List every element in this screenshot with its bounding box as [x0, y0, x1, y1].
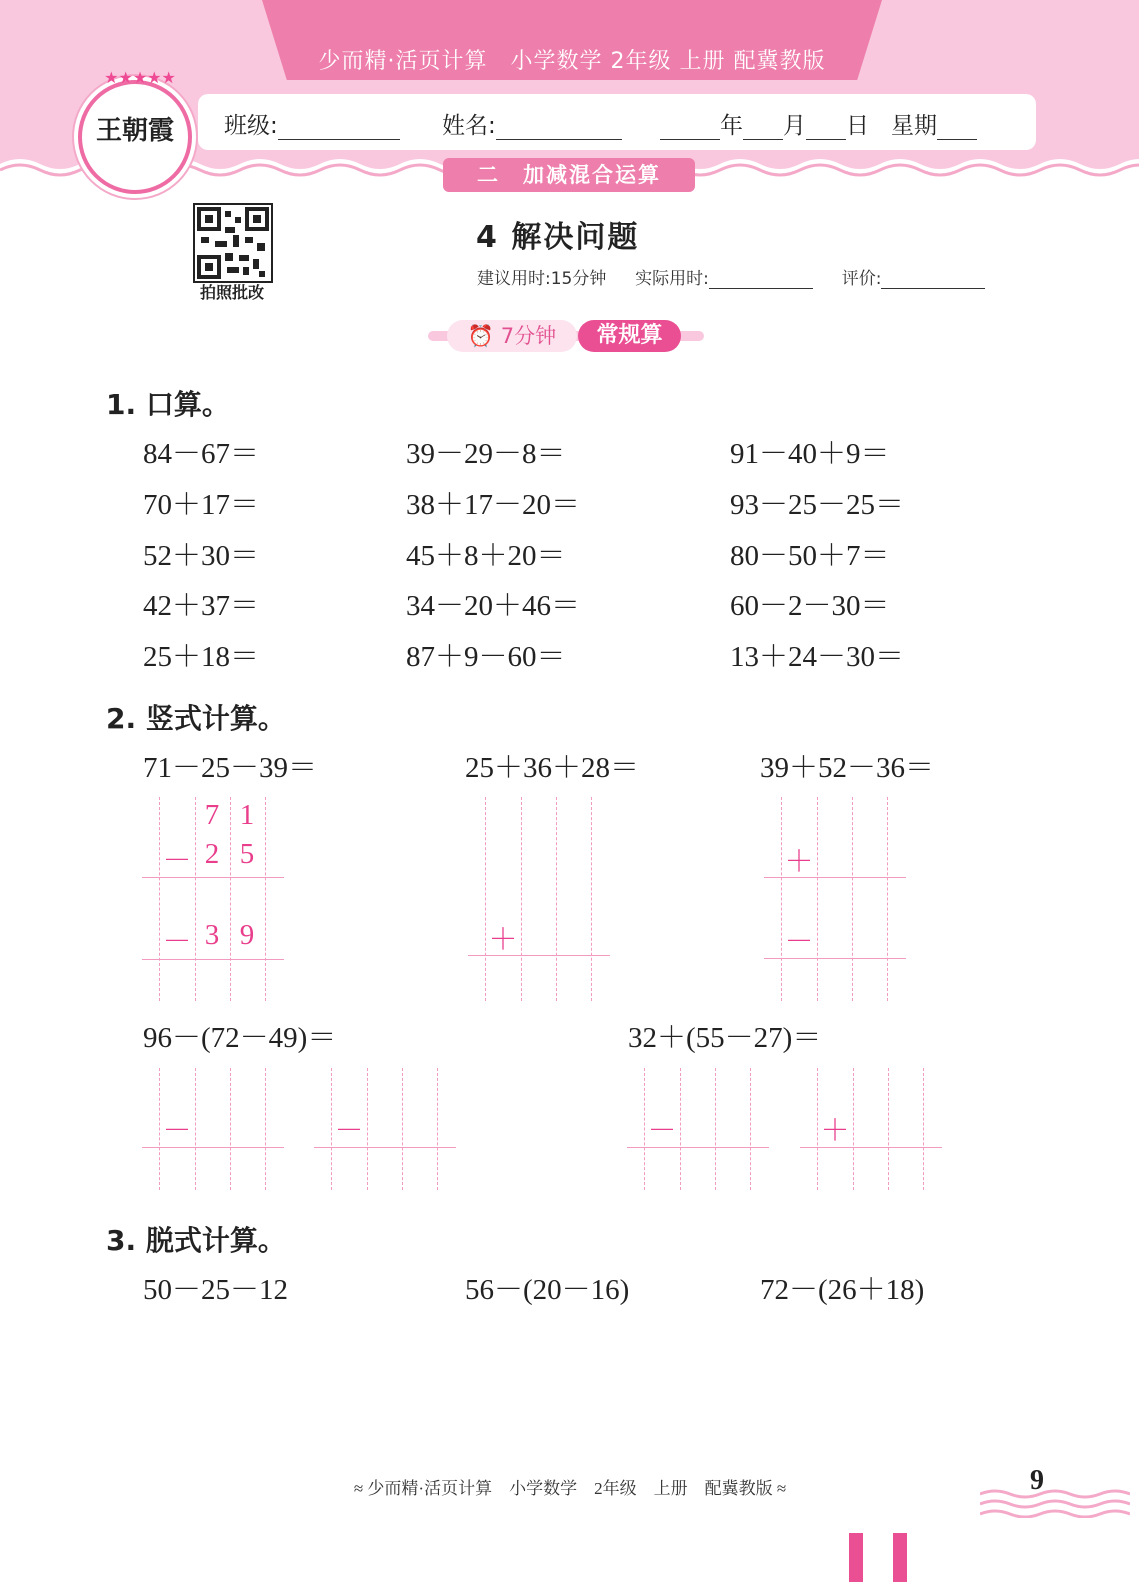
section3-title: 3. 脱式计算。	[106, 1224, 286, 1257]
logo-text: 王朝霞	[95, 116, 174, 146]
oral-item: 60－2－30＝	[730, 590, 890, 622]
oral-item: 25＋18＝	[143, 641, 260, 673]
suggested-time: 建议用时:15分钟	[477, 269, 607, 289]
edge-mark	[893, 1533, 907, 1582]
qr-code[interactable]	[193, 203, 273, 283]
vertical-problem: 32＋(55－27)＝	[628, 1022, 822, 1054]
wave-icon: ≈	[776, 1479, 787, 1498]
page-number: 9	[1030, 1465, 1044, 1496]
section2-title: 2. 竖式计算。	[106, 702, 286, 735]
lesson-title: 4 解决问题	[476, 220, 640, 255]
grid-operator: －	[784, 926, 814, 958]
vertical-problem: 71－25－39＝	[143, 752, 318, 784]
class-blank[interactable]	[278, 117, 400, 140]
day-label: 日	[846, 113, 869, 139]
grid-operator: ＋	[820, 1115, 850, 1147]
footer-title-text: 少而精·活页计算 小学数学 2年级 上册 配冀教版	[367, 1479, 773, 1498]
work-grid[interactable]	[627, 1068, 769, 1190]
oral-item: 80－50＋7＝	[730, 540, 890, 572]
grid-digit: 9	[239, 919, 255, 951]
work-grid[interactable]	[468, 797, 610, 1001]
badge-label: 常规算	[578, 320, 681, 352]
weekday-blank[interactable]	[937, 117, 977, 140]
footer-wave-decoration	[980, 1488, 1130, 1518]
oral-item: 42＋37＝	[143, 590, 260, 622]
work-grid[interactable]	[800, 1068, 942, 1190]
wave-icon: ≈	[353, 1479, 364, 1498]
star-icon: ★	[118, 68, 133, 87]
oral-item: 87＋9－60＝	[406, 641, 566, 673]
vertical-problem: 96－(72－49)＝	[143, 1022, 337, 1054]
year-label: 年	[720, 113, 743, 139]
oral-item: 13＋24－30＝	[730, 641, 905, 673]
clock-icon: ⏰	[467, 324, 495, 348]
series-title: 少而精·活页计算 小学数学 2年级 上册 配冀教版	[318, 49, 826, 74]
class-label: 班级:	[224, 113, 278, 139]
grid-digit: 5	[239, 838, 255, 870]
section1-title: 1. 口算。	[106, 388, 230, 421]
grid-operator: －	[647, 1115, 677, 1147]
time-badge	[447, 320, 577, 352]
oral-item: 39－29－8＝	[406, 438, 566, 470]
grid-operator: ＋	[784, 846, 814, 878]
grid-digit: 2	[204, 838, 220, 870]
date-field[interactable]	[660, 107, 977, 140]
evaluation-blank[interactable]	[881, 270, 985, 289]
footer-title	[290, 1474, 850, 1499]
grid-operator: －	[162, 845, 192, 877]
grid-digit: 3	[204, 919, 220, 951]
oral-item: 93－25－25＝	[730, 489, 905, 521]
name-field[interactable]	[442, 107, 622, 140]
logo-stars	[90, 68, 190, 87]
name-blank[interactable]	[496, 117, 622, 140]
weekday-label: 星期	[891, 113, 937, 139]
oral-item: 84－67＝	[143, 438, 260, 470]
work-grid[interactable]	[142, 797, 284, 1001]
oral-item: 70＋17＝	[143, 489, 260, 521]
qr-caption: 拍照批改	[199, 283, 264, 302]
class-field[interactable]	[224, 107, 400, 140]
actual-time-label: 实际用时:	[635, 269, 709, 289]
work-grid[interactable]	[142, 1068, 284, 1190]
grid-operator: －	[334, 1115, 364, 1147]
oral-item: 52＋30＝	[143, 540, 260, 572]
star-icon: ★	[132, 68, 148, 87]
grid-operator: －	[162, 926, 192, 958]
month-blank[interactable]	[743, 117, 783, 140]
time-line	[477, 264, 985, 289]
edge-mark	[849, 1533, 863, 1582]
oral-item: 34－20＋46＝	[406, 590, 581, 622]
badge-time-text: 7分钟	[500, 324, 557, 348]
day-blank[interactable]	[806, 117, 846, 140]
month-label: 月	[783, 113, 806, 139]
evaluation-label: 评价:	[841, 269, 882, 289]
qr-icon	[195, 205, 271, 281]
stepwise-problem: 72－(26＋18)	[760, 1274, 925, 1306]
stepwise-problem: 50－25－12	[143, 1274, 289, 1306]
star-icon: ★	[161, 68, 176, 87]
oral-item: 45＋8＋20＝	[406, 540, 566, 572]
grid-operator: －	[162, 1115, 192, 1147]
work-grid[interactable]	[314, 1068, 456, 1190]
oral-item: 91－40＋9＝	[730, 438, 890, 470]
vertical-problem: 25＋36＋28＝	[465, 752, 640, 784]
grid-digit: 1	[239, 799, 255, 831]
oral-item: 38＋17－20＝	[406, 489, 581, 521]
name-label: 姓名:	[442, 113, 496, 139]
star-icon: ★	[104, 68, 119, 87]
year-blank[interactable]	[660, 117, 720, 140]
star-icon: ★	[147, 68, 162, 87]
work-grid[interactable]	[764, 797, 906, 1001]
stepwise-problem: 56－(20－16)	[465, 1274, 630, 1306]
grid-digit: 7	[204, 799, 220, 831]
actual-time-blank[interactable]	[709, 270, 813, 289]
chapter-tab: 二 加减混合运算	[443, 158, 695, 192]
vertical-problem: 39＋52－36＝	[760, 752, 935, 784]
grid-operator: ＋	[488, 924, 518, 956]
